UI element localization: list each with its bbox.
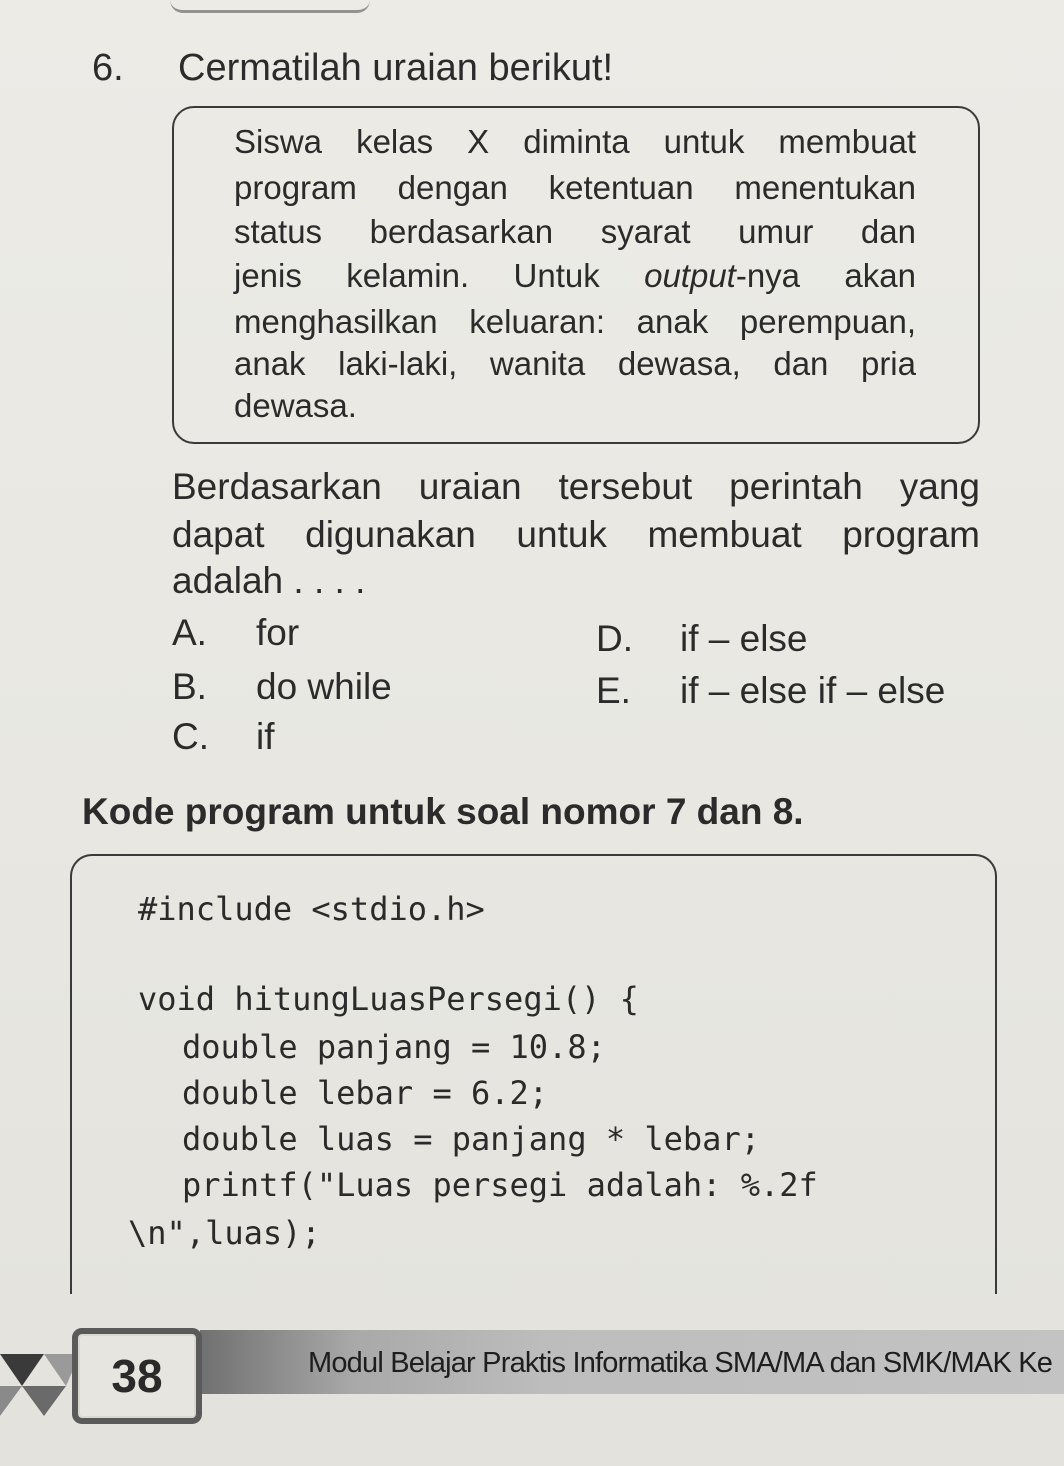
description-text: jenis kelamin. Untuk (234, 257, 645, 294)
option-letter: C. (172, 716, 209, 757)
option-letter: D. (596, 618, 633, 659)
option-letter: A. (172, 612, 207, 653)
code-line: printf("Luas persegi adalah: %.2f (182, 1166, 818, 1204)
question-intro: Cermatilah uraian berikut! (178, 47, 614, 89)
description-line: anak laki-laki, wanita dewasa, dan pria (234, 345, 916, 382)
option-text: do while (256, 666, 392, 707)
description-line-with-italic (234, 254, 916, 298)
description-line: Siswa kelas X diminta untuk membuat (234, 123, 916, 160)
code-line: double luas = panjang * lebar; (182, 1120, 760, 1158)
option-text: if – else if – else (680, 670, 946, 711)
question-stem-line: adalah . . . . (172, 560, 366, 601)
question-number: 6. (92, 47, 124, 89)
description-line: status berdasarkan syarat umur dan (234, 213, 916, 250)
option-text: if (256, 716, 275, 757)
description-text: -nya akan (735, 257, 916, 294)
question-stem-line: Berdasarkan uraian tersebut perintah yang (172, 466, 980, 507)
option-letter: B. (172, 666, 207, 707)
description-line: menghasilkan keluaran: anak perempuan, (234, 303, 916, 340)
book-title: Modul Belajar Praktis Informatika SMA/MA dan SMK/MAK Ke (308, 1347, 1053, 1379)
code-line: void hitungLuasPersegi() { (138, 980, 639, 1018)
option-text: if – else (680, 618, 808, 659)
footer-triangle-ornament (0, 1350, 80, 1416)
description-line: dewasa. (234, 387, 357, 424)
option-text: for (256, 612, 300, 653)
page-number: 38 (78, 1334, 196, 1418)
cropped-previous-text (170, 0, 370, 13)
code-line: \n",luas); (128, 1214, 321, 1252)
description-line: program dengan ketentuan menentukan (234, 169, 916, 206)
code-line: double lebar = 6.2; (182, 1074, 549, 1112)
code-section-heading: Kode program untuk soal nomor 7 dan 8. (82, 791, 804, 832)
question-stem-line: dapat digunakan untuk membuat program (172, 514, 980, 555)
code-line: double panjang = 10.8; (182, 1028, 606, 1066)
option-letter: E. (596, 670, 631, 711)
description-italic-term: output (644, 257, 736, 294)
code-line: #include <stdio.h> (138, 890, 485, 928)
